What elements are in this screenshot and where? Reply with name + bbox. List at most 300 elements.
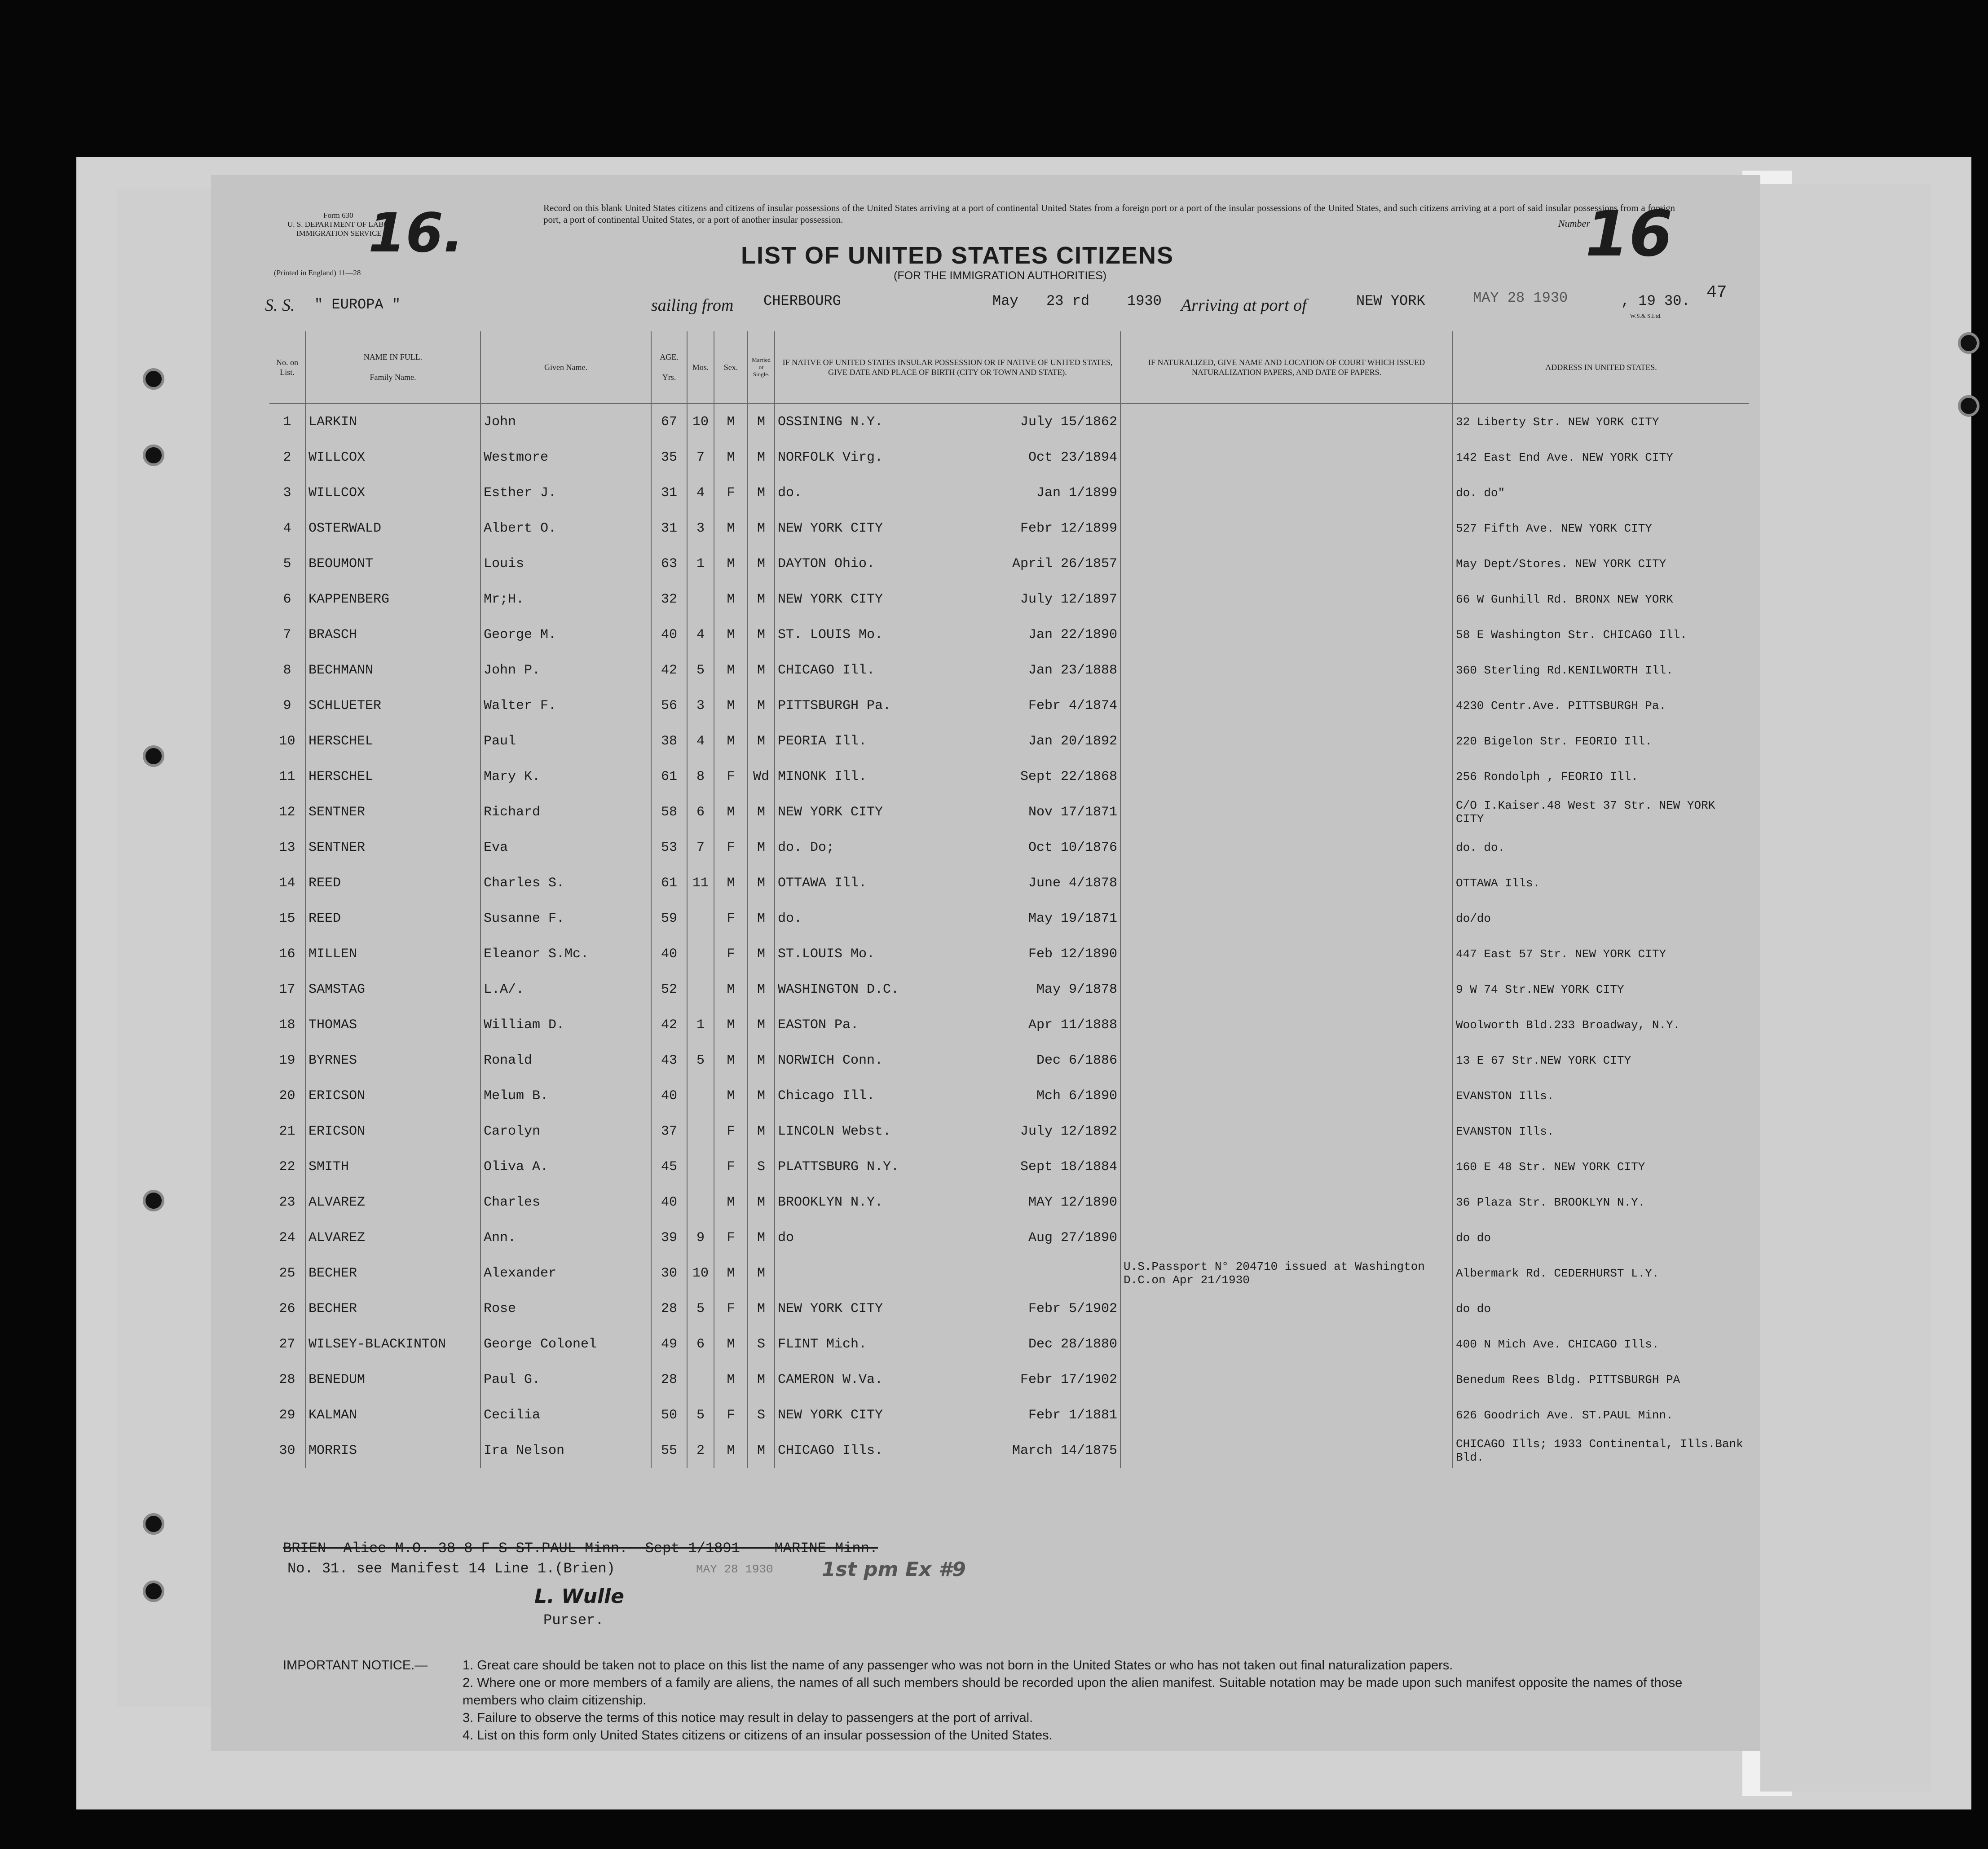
- ship-name: " EUROPA ": [314, 296, 401, 313]
- cell-addr: OTTAWA Ills.: [1456, 876, 1540, 890]
- cell-given: Charles S.: [480, 865, 651, 901]
- cell-no: 10: [269, 723, 305, 759]
- cell-given: Richard: [480, 794, 651, 830]
- cell-mos: 10: [687, 1255, 714, 1291]
- cell-given: Mary K.: [480, 759, 651, 794]
- cell-ms: M: [748, 546, 775, 581]
- cell-sex: M: [714, 440, 748, 475]
- cell-given: Charles: [480, 1184, 651, 1220]
- table-row: [269, 1220, 1749, 1255]
- cell-sex: F: [714, 901, 748, 936]
- cell-no: 6: [269, 581, 305, 617]
- cell-given: Esther J.: [480, 475, 651, 511]
- cell-no: 17: [269, 972, 305, 1007]
- cell-nat: [1120, 617, 1453, 652]
- cell-sex: F: [714, 1291, 748, 1326]
- cell-ms: M: [748, 1255, 775, 1291]
- cell-mos: [687, 972, 714, 1007]
- birth-date: Apr 11/1888: [1028, 1017, 1117, 1033]
- cell-nat: [1120, 511, 1453, 546]
- cell-sex: M: [714, 1362, 748, 1397]
- cell-family: SAMSTAG: [305, 972, 480, 1007]
- cell-addr: do. do": [1456, 486, 1505, 500]
- cell-addr: do/do: [1456, 911, 1491, 925]
- cell-addr: 13 E 67 Str.NEW YORK CITY: [1456, 1053, 1631, 1067]
- cell-family: HERSCHEL: [305, 723, 480, 759]
- table-row: [269, 1043, 1749, 1078]
- cell-family: SMITH: [305, 1149, 480, 1184]
- cell-place: [775, 546, 1120, 581]
- cell-given: George Colonel: [480, 1326, 651, 1362]
- footer-stamp: MAY 28 1930: [696, 1563, 773, 1576]
- cell-family: WILLCOX: [305, 475, 480, 511]
- cell-place: [775, 1220, 1120, 1255]
- cell-yrs: 50: [651, 1397, 687, 1433]
- cell-no: 21: [269, 1114, 305, 1149]
- cell-no: 18: [269, 1007, 305, 1043]
- cell-family: ALVAREZ: [305, 1220, 480, 1255]
- cell-mos: 4: [687, 475, 714, 511]
- cell-nat: [1120, 475, 1453, 511]
- birth-date: Oct 10/1876: [1028, 840, 1117, 855]
- birth-place: Chicago Ill.: [778, 1088, 875, 1104]
- table-row: [269, 1184, 1749, 1220]
- birth-place: do. Do;: [778, 840, 835, 855]
- birth-place: CHICAGO Ill.: [778, 662, 875, 678]
- cell-nat: [1120, 1397, 1453, 1433]
- col-address: ADDRESS IN UNITED STATES.: [1453, 331, 1749, 404]
- cell-mos: 6: [687, 794, 714, 830]
- cell-addr: 256 Rondolph , FEORIO Ill.: [1456, 770, 1638, 784]
- cell-mos: [687, 1149, 714, 1184]
- cell-mos: 5: [687, 1043, 714, 1078]
- cell-mos: 5: [687, 1397, 714, 1433]
- cell-mos: 1: [687, 546, 714, 581]
- punch-hole: [143, 1580, 164, 1602]
- col-married: Married or Single.: [748, 331, 775, 404]
- cell-given: L.A/.: [480, 972, 651, 1007]
- cell-mos: [687, 1184, 714, 1220]
- cell-ms: M: [748, 652, 775, 688]
- cell-family: ERICSON: [305, 1114, 480, 1149]
- cell-no: 2: [269, 440, 305, 475]
- service: IMMIGRATION SERVICE: [296, 229, 382, 238]
- cell-family: LARKIN: [305, 404, 480, 440]
- birth-place: DAYTON Ohio.: [778, 556, 875, 572]
- table-row: [269, 1291, 1749, 1326]
- cell-no: 22: [269, 1149, 305, 1184]
- cell-addr: EVANSTON Ills.: [1456, 1124, 1554, 1138]
- cell-yrs: 67: [651, 404, 687, 440]
- birth-place: NEW YORK CITY: [778, 591, 883, 607]
- cell-addr: 360 Sterling Rd.KENILWORTH Ill.: [1456, 663, 1673, 677]
- cell-addr: 447 East 57 Str. NEW YORK CITY: [1456, 947, 1666, 961]
- cell-ms: M: [748, 404, 775, 440]
- cell-mos: 8: [687, 759, 714, 794]
- cell-ms: M: [748, 794, 775, 830]
- cell-addr: do do: [1456, 1302, 1491, 1316]
- cell-place: [775, 1397, 1120, 1433]
- cell-no: 14: [269, 865, 305, 901]
- cell-given: Albert O.: [480, 511, 651, 546]
- punch-hole: [1958, 395, 1979, 417]
- cell-given: Mr;H.: [480, 581, 651, 617]
- birth-date: Febr 4/1874: [1028, 698, 1117, 713]
- cell-given: Cecilia: [480, 1397, 651, 1433]
- birth-date: April 26/1857: [1012, 556, 1117, 572]
- cell-sex: M: [714, 404, 748, 440]
- cell-family: BRASCH: [305, 617, 480, 652]
- cell-ms: M: [748, 1078, 775, 1114]
- col-naturalized: IF NATURALIZED, GIVE NAME AND LOCATION OF COURT WHICH ISSUED NATURALIZATION PAPERS, AND DATE OF PAPERS.: [1120, 331, 1453, 404]
- cell-no: 30: [269, 1433, 305, 1468]
- cell-sex: F: [714, 759, 748, 794]
- port-from: CHERBOURG: [763, 293, 841, 309]
- birth-place: CAMERON W.Va.: [778, 1372, 883, 1387]
- cell-yrs: 56: [651, 688, 687, 723]
- cell-ms: S: [748, 1397, 775, 1433]
- cell-yrs: 31: [651, 511, 687, 546]
- notice-item: 2. Where one or more members of a family are aliens, the names of all such members should be recorded upon the alien manifest. Suitable notation may be made upon such manifest opposite the names of those members who claim citizenship.: [463, 1676, 1683, 1708]
- cell-given: Ann.: [480, 1220, 651, 1255]
- cell-no: 4: [269, 511, 305, 546]
- page-subtitle: (FOR THE IMMIGRATION AUTHORITIES): [894, 269, 1107, 282]
- cell-nat: U.S.Passport N° 204710 issued at Washington D.C.on Apr 21/1930: [1120, 1255, 1453, 1291]
- cell-yrs: 52: [651, 972, 687, 1007]
- cell-no: 16: [269, 936, 305, 972]
- cell-nat: [1120, 1149, 1453, 1184]
- cell-place: [775, 617, 1120, 652]
- cell-place: [775, 688, 1120, 723]
- important-notice: IMPORTANT NOTICE.— 1. Great care should be taken not to place on this list the name of any passenger who was not born in the United States or who has not taken out final naturalization papers. 2. Where one or more members of a family are aliens, the names of all such members should be recorded upon the alien manifest. Suitable notation may be made upon such manifest opposite the names of those members who claim citizenship. 3. Failure to observe the terms of this notice may result in delay to passengers at the port of arrival. 4. List on this form only United States citizens or citizens of an insular possession of the United States.: [283, 1657, 1720, 1744]
- cell-sex: F: [714, 830, 748, 865]
- purser-signature: L. Wulle: [534, 1585, 624, 1608]
- cell-family: BECHER: [305, 1291, 480, 1326]
- cell-yrs: 32: [651, 581, 687, 617]
- cell-yrs: 43: [651, 1043, 687, 1078]
- cell-yrs: 40: [651, 617, 687, 652]
- cell-given: Eleanor S.Mc.: [480, 936, 651, 972]
- continuation-note: No. 31. see Manifest 14 Line 1.(Brien): [287, 1560, 615, 1577]
- cell-nat: [1120, 1114, 1453, 1149]
- cell-nat: [1120, 865, 1453, 901]
- cell-addr: EVANSTON Ills.: [1456, 1089, 1554, 1103]
- cell-ms: Wd: [748, 759, 775, 794]
- birth-date: July 12/1897: [1020, 591, 1117, 607]
- cell-given: Louis: [480, 546, 651, 581]
- cell-ms: M: [748, 901, 775, 936]
- cell-ms: M: [748, 1184, 775, 1220]
- cell-no: 13: [269, 830, 305, 865]
- birth-place: FLINT Mich.: [778, 1336, 867, 1352]
- col-given: Given Name.: [480, 331, 651, 404]
- cell-sex: M: [714, 652, 748, 688]
- cell-ms: M: [748, 1043, 775, 1078]
- cell-nat: [1120, 723, 1453, 759]
- cell-place: [775, 1007, 1120, 1043]
- inspector-note: 1st pm Ex #9: [822, 1558, 966, 1581]
- cell-family: OSTERWALD: [305, 511, 480, 546]
- birth-date: Febr 5/1902: [1028, 1301, 1117, 1316]
- cell-family: SENTNER: [305, 830, 480, 865]
- cell-given: John: [480, 404, 651, 440]
- cell-given: Paul: [480, 723, 651, 759]
- cell-given: William D.: [480, 1007, 651, 1043]
- cell-given: Walter F.: [480, 688, 651, 723]
- punch-hole: [143, 445, 164, 466]
- birth-date: Jan 20/1892: [1028, 733, 1117, 749]
- birth-date: Nov 17/1871: [1028, 804, 1117, 820]
- table-row: [269, 936, 1749, 972]
- notice-item: 1. Great care should be taken not to place on this list the name of any passenger who was not born in the United States or who has not taken out final naturalization papers.: [463, 1658, 1453, 1673]
- cell-sex: M: [714, 617, 748, 652]
- birth-place: PLATTSBURG N.Y.: [778, 1159, 899, 1175]
- cell-mos: 7: [687, 830, 714, 865]
- cell-ms: M: [748, 1433, 775, 1468]
- table-row: [269, 1397, 1749, 1433]
- cell-given: Ira Nelson: [480, 1433, 651, 1468]
- birth-place: EASTON Pa.: [778, 1017, 859, 1033]
- birth-place: NEW YORK CITY: [778, 804, 883, 820]
- sailing-label: sailing from: [651, 296, 734, 315]
- cell-family: HERSCHEL: [305, 759, 480, 794]
- cell-yrs: 40: [651, 1184, 687, 1220]
- cell-family: BECHMANN: [305, 652, 480, 688]
- cell-sex: M: [714, 1007, 748, 1043]
- cell-nat: [1120, 652, 1453, 688]
- cell-ms: M: [748, 475, 775, 511]
- birth-place: NEW YORK CITY: [778, 1407, 883, 1423]
- cell-no: 11: [269, 759, 305, 794]
- cell-place: [775, 865, 1120, 901]
- cell-nat: [1120, 1291, 1453, 1326]
- table-row: [269, 1326, 1749, 1362]
- cell-nat: [1120, 794, 1453, 830]
- cell-family: SCHLUETER: [305, 688, 480, 723]
- cell-addr: Woolworth Bld.233 Broadway, N.Y.: [1456, 1018, 1680, 1032]
- printed-note: (Printed in England) 11—28: [274, 269, 361, 277]
- cell-given: Ronald: [480, 1043, 651, 1078]
- cell-family: BENEDUM: [305, 1362, 480, 1397]
- form-instructions: Record on this blank United States citizens and citizens of insular possessions of the United States arriving at a port of continental United States from a foreign port or a port of the insular possessions of the United States, and such citizens arriving at a port of said insular possessions from a foreign port, a port of continental United States, or a port of another insular possession.: [543, 203, 1675, 225]
- cell-no: 15: [269, 901, 305, 936]
- cell-nat: [1120, 1007, 1453, 1043]
- cell-place: [775, 1255, 1120, 1291]
- printer-mark: W.S.& S.Ltd.: [1630, 313, 1662, 319]
- cell-mos: [687, 1362, 714, 1397]
- cell-yrs: 28: [651, 1291, 687, 1326]
- cell-given: Eva: [480, 830, 651, 865]
- birth-place: ST. LOUIS Mo.: [778, 627, 883, 643]
- cell-no: 25: [269, 1255, 305, 1291]
- cell-no: 8: [269, 652, 305, 688]
- table-row: [269, 1255, 1749, 1291]
- cell-mos: [687, 936, 714, 972]
- cell-addr: 142 East End Ave. NEW YORK CITY: [1456, 450, 1673, 464]
- cell-yrs: 63: [651, 546, 687, 581]
- cell-mos: 1: [687, 1007, 714, 1043]
- birth-place: do: [778, 1230, 794, 1246]
- cell-sex: M: [714, 546, 748, 581]
- cell-no: 29: [269, 1397, 305, 1433]
- table-row: [269, 581, 1749, 617]
- date-month: May: [992, 293, 1018, 309]
- birth-date: Aug 27/1890: [1028, 1230, 1117, 1246]
- cell-place: [775, 652, 1120, 688]
- cell-yrs: 42: [651, 652, 687, 688]
- cell-yrs: 49: [651, 1326, 687, 1362]
- cell-addr: 626 Goodrich Ave. ST.PAUL Minn.: [1456, 1408, 1673, 1422]
- right-page-stack: [1760, 184, 1931, 1792]
- cell-ms: M: [748, 1007, 775, 1043]
- punch-hole: [143, 1513, 164, 1535]
- cell-sex: M: [714, 1078, 748, 1114]
- cell-addr: 527 Fifth Ave. NEW YORK CITY: [1456, 521, 1652, 535]
- table-row: [269, 652, 1749, 688]
- table-row: [269, 404, 1749, 440]
- cell-mos: 11: [687, 865, 714, 901]
- cell-family: REED: [305, 865, 480, 901]
- cell-mos: [687, 901, 714, 936]
- birth-date: Dec 6/1886: [1036, 1052, 1117, 1068]
- cell-family: BECHER: [305, 1255, 480, 1291]
- cell-nat: [1120, 1433, 1453, 1468]
- purser-label: Purser.: [543, 1612, 604, 1629]
- cell-addr: May Dept/Stores. NEW YORK CITY: [1456, 557, 1666, 571]
- cell-yrs: 37: [651, 1114, 687, 1149]
- table-row: [269, 440, 1749, 475]
- birth-date: Sept 18/1884: [1020, 1159, 1117, 1175]
- birth-place: MINONK Ill.: [778, 769, 867, 784]
- cell-addr: 160 E 48 Str. NEW YORK CITY: [1456, 1160, 1645, 1174]
- cell-mos: 7: [687, 440, 714, 475]
- col-birth: IF NATIVE OF UNITED STATES INSULAR POSSESSION OR IF NATIVE OF UNITED STATES, GIVE DATE AND PLACE OF BIRTH (CITY OR TOWN AND STATE).: [775, 331, 1120, 404]
- cell-ms: S: [748, 1326, 775, 1362]
- cell-nat: [1120, 936, 1453, 972]
- handwritten-number-right: 16: [1585, 198, 1673, 271]
- cell-yrs: 61: [651, 865, 687, 901]
- cell-no: 20: [269, 1078, 305, 1114]
- birth-place: NORWICH Conn.: [778, 1052, 883, 1068]
- birth-date: March 14/1875: [1012, 1443, 1117, 1458]
- cell-given: Alexander: [480, 1255, 651, 1291]
- cell-ms: M: [748, 440, 775, 475]
- table-row: [269, 759, 1749, 794]
- table-row: [269, 511, 1749, 546]
- col-mos: Mos.: [687, 331, 714, 404]
- cell-place: [775, 404, 1120, 440]
- cell-sex: F: [714, 475, 748, 511]
- birth-place: PITTSBURGH Pa.: [778, 698, 891, 713]
- voyage-year: 1930: [1127, 293, 1162, 309]
- cell-mos: 10: [687, 404, 714, 440]
- cell-place: [775, 581, 1120, 617]
- table-row: [269, 1362, 1749, 1397]
- cell-place: [775, 1114, 1120, 1149]
- cell-no: 23: [269, 1184, 305, 1220]
- cell-ms: M: [748, 972, 775, 1007]
- cell-given: Paul G.: [480, 1362, 651, 1397]
- table-row: [269, 1078, 1749, 1114]
- cell-nat: [1120, 1220, 1453, 1255]
- table-row: [269, 1149, 1749, 1184]
- cell-addr: do. do.: [1456, 841, 1505, 854]
- cell-no: 7: [269, 617, 305, 652]
- birth-date: May 9/1878: [1036, 982, 1117, 997]
- punch-hole: [1958, 332, 1979, 354]
- cell-nat: [1120, 1184, 1453, 1220]
- cell-no: 26: [269, 1291, 305, 1326]
- cell-place: [775, 511, 1120, 546]
- cell-no: 12: [269, 794, 305, 830]
- cell-place: [775, 1291, 1120, 1326]
- page-title: LIST OF UNITED STATES CITIZENS: [741, 242, 1174, 269]
- cell-yrs: 42: [651, 1007, 687, 1043]
- table-row: [269, 794, 1749, 830]
- birth-place: OTTAWA Ill.: [778, 875, 867, 891]
- cell-given: Carolyn: [480, 1114, 651, 1149]
- table-row: [269, 901, 1749, 936]
- cell-ms: M: [748, 688, 775, 723]
- cell-sex: M: [714, 1043, 748, 1078]
- cell-addr: Benedum Rees Bldg. PITTSBURGH PA: [1456, 1373, 1680, 1387]
- cell-sex: F: [714, 936, 748, 972]
- cell-ms: M: [748, 1114, 775, 1149]
- cell-ms: M: [748, 1220, 775, 1255]
- cell-place: [775, 1184, 1120, 1220]
- cell-nat: [1120, 901, 1453, 936]
- table-row: [269, 723, 1749, 759]
- birth-date: Febr 17/1902: [1020, 1372, 1117, 1387]
- cell-family: BYRNES: [305, 1043, 480, 1078]
- cell-ms: M: [748, 936, 775, 972]
- cell-family: BEOUMONT: [305, 546, 480, 581]
- cell-sex: F: [714, 1397, 748, 1433]
- cell-family: MORRIS: [305, 1433, 480, 1468]
- cell-given: Melum B.: [480, 1078, 651, 1114]
- cell-yrs: 28: [651, 1362, 687, 1397]
- cell-sex: M: [714, 972, 748, 1007]
- punch-hole: [143, 745, 164, 767]
- cell-ms: M: [748, 581, 775, 617]
- notice-item: 4. List on this form only United States citizens or citizens of an insular possession of the United States.: [463, 1728, 1053, 1743]
- cell-nat: [1120, 1043, 1453, 1078]
- cell-family: SENTNER: [305, 794, 480, 830]
- cell-sex: M: [714, 688, 748, 723]
- cell-given: John P.: [480, 652, 651, 688]
- cell-mos: 2: [687, 1433, 714, 1468]
- cell-no: 9: [269, 688, 305, 723]
- cell-place: [775, 830, 1120, 865]
- handwritten-number-left: 16.: [368, 202, 464, 264]
- birth-place: OSSINING N.Y.: [778, 414, 883, 430]
- ss-label: S. S.: [265, 296, 295, 315]
- cell-yrs: 38: [651, 723, 687, 759]
- cell-sex: M: [714, 1184, 748, 1220]
- cell-mos: [687, 1078, 714, 1114]
- cell-addr: 32 Liberty Str. NEW YORK CITY: [1456, 415, 1659, 429]
- year-stub: , 19 30.: [1621, 293, 1690, 309]
- cell-nat: [1120, 1326, 1453, 1362]
- cell-family: THOMAS: [305, 1007, 480, 1043]
- table-row: [269, 1433, 1749, 1468]
- birth-place: LINCOLN Webst.: [778, 1123, 891, 1139]
- cell-mos: 9: [687, 1220, 714, 1255]
- cell-sex: M: [714, 1326, 748, 1362]
- cell-addr: 9 W 74 Str.NEW YORK CITY: [1456, 982, 1624, 996]
- cell-place: [775, 972, 1120, 1007]
- cell-yrs: 30: [651, 1255, 687, 1291]
